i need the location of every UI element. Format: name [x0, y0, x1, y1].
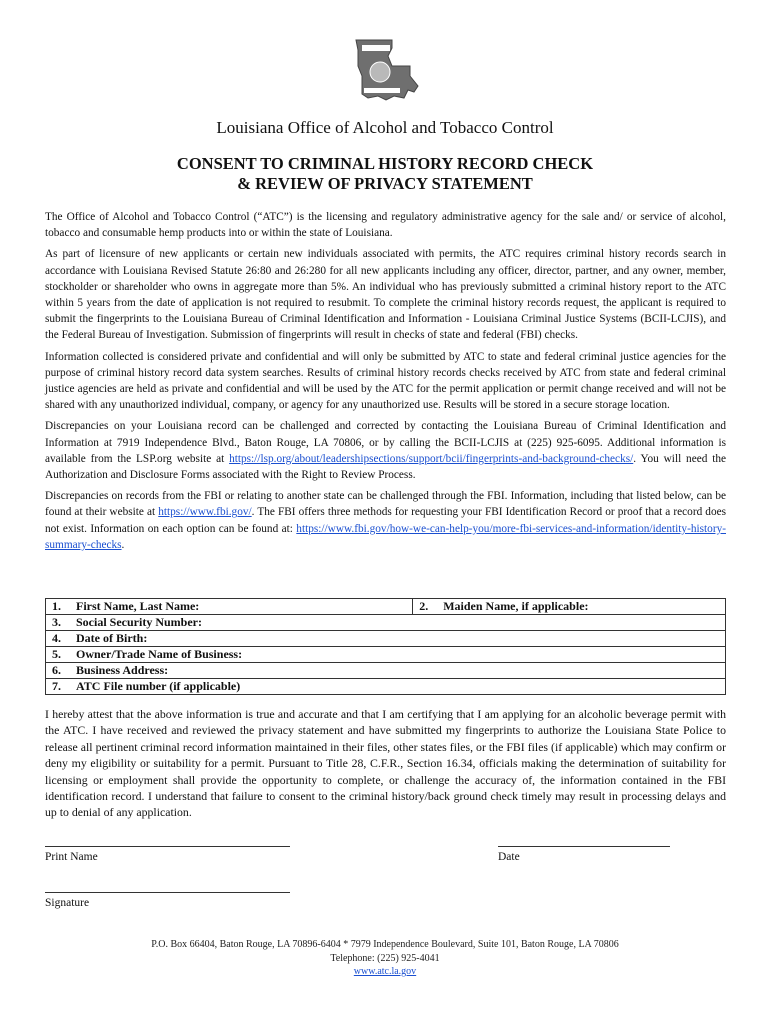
title-line-1: CONSENT TO CRIMINAL HISTORY RECORD CHECK [176, 154, 594, 173]
p5-text-before: Discrepancies on records from the FBI or relating to another state can be challenged through the FBI. Information, including that listed below, can be found at their website at [45, 490, 726, 519]
table-row [46, 663, 726, 679]
footer-phone: Telephone: (225) 925-4041 [330, 952, 440, 964]
applicant-info-table [45, 598, 726, 695]
attestation-statement: I hereby attest that the above information is true and accurate and that I am certifying that I am applying for an alcoholic beverage permit with the ATC. I have received and reviewed the privacy statement and have submitted my fingerprints to authorize the Louisiana State Police to release all pertinent criminal record information maintained in their files, other states files, or the FBI files (if applicable) which may confirm or deny my eligibility or suitability for a permit. Pursuant to Title 28, C.F.R., Section 16.34, officials making the determination of suitability for licensing or employment shall provide the opportunity to complete, or challenge the accuracy of, the information contained in the FBI identification record. I understand that failure to consent to the criminal history/back ground check timely may result in processing delays and up to denial of any application. [45, 707, 726, 820]
field-number: 1. [52, 599, 61, 613]
paragraph-intro: The Office of Alcohol and Tobacco Control (“ATC”) is the licensing and regulatory administrative agency for the sale and/ or service of alcohol, tobacco and consumable hemp products into or within the state of Louisiana. [45, 211, 726, 240]
ssn-field[interactable] [46, 615, 726, 631]
paragraph-louisiana-discrepancies [45, 418, 726, 483]
print-name-line[interactable] [45, 846, 290, 847]
table-row [46, 679, 726, 695]
atc-logo [348, 36, 424, 106]
business-name-field[interactable] [46, 647, 726, 663]
field-number: 5. [52, 647, 61, 661]
fbi-link[interactable]: https://www.fbi.gov/ [158, 506, 252, 519]
signature-line[interactable] [45, 892, 290, 893]
p4-text-after: . You will need the Authorization and Disclosure Forms associated with the Right to Review Process. [45, 452, 727, 482]
louisiana-state-seal-icon [348, 36, 424, 106]
footer [0, 938, 770, 979]
p4-text-before: Discrepancies on your Louisiana record can be challenged and corrected by contacting the Louisiana Bureau of Criminal Identification and Information at 7919 Independence Blvd., Baton Rouge, LA 70806, or by calling the BCII-LCJIS at (225) 925-6095. Additional information is available from the LSP.org website at [45, 420, 726, 465]
table-row [46, 599, 726, 615]
footer-address: P.O. Box 66404, Baton Rouge, LA 70896-6404 * 7979 Independence Boulevard, Suite 101, Baton Rouge, LA 70806 [151, 939, 619, 950]
document-title [0, 154, 770, 194]
organization-name: Louisiana Office of Alcohol and Tobacco Control [216, 118, 554, 137]
field-number: 2. [419, 599, 429, 613]
field-label: Maiden Name, if applicable: [443, 599, 589, 613]
field-label: Owner/Trade Name of Business: [76, 647, 243, 661]
field-label: ATC File number (if applicable) [76, 679, 241, 693]
field-number: 7. [52, 679, 61, 693]
title-line-2: & REVIEW OF PRIVACY STATEMENT [237, 174, 533, 193]
field-label: Date of Birth: [76, 631, 148, 645]
date-label: Date [498, 851, 520, 863]
field-number: 6. [52, 663, 61, 677]
field-label: Business Address: [76, 663, 169, 677]
print-name-label: Print Name [45, 851, 98, 863]
field-label: First Name, Last Name: [76, 599, 200, 613]
paragraph-licensure: As part of licensure of new applicants or certain new individuals associated with permits, the ATC requires criminal history records search in accordance with Louisiana Revised Statute 26:80 and 26:280 for all new applicants including any officer, director, partner, and any owner, member, stockholder or shareholder who owns in aggregate more than 5%. An individual who has previously submitted a criminal history report to the ATC within 5 years from the date of application is not required to resubmit. To complete the criminal history records request, the applicant is required to submit the fingerprints to the Louisiana Bureau of Criminal Identification and Information - Louisiana Criminal Justice Systems (BCII-LCJIS), and the Federal Bureau of Investigation. Submission of fingerprints will result in checks of state and federal (FBI) checks. [45, 248, 726, 342]
field-label: Social Security Number: [76, 615, 202, 629]
p5-text-middle: . The FBI offers three methods for requesting your FBI Identification Record or proof that a record does not exist. Information on each option can be found at: [45, 506, 727, 535]
business-address-field[interactable] [46, 663, 726, 679]
field-number: 4. [52, 631, 61, 645]
lsp-link[interactable]: https://lsp.org/about/leadershipsections/support/bcii/fingerprints-and-background-checks/ [229, 452, 634, 465]
table-row [46, 631, 726, 647]
paragraph-confidentiality: Information collected is considered private and confidential and will only be submitted by ATC to state and federal criminal justice agencies for the purpose of criminal history record data system searches. Results of criminal history records checks received by ATC from state and federal criminal justice agencies are held as private and confidential and will be used by the ATC for the permit application or permit change received and will not be shared with any unauthorized individual, company, or agency for any unauthorized use. Results will be stored in a secure storage location. [45, 350, 726, 412]
p5-text-after: . [121, 538, 125, 551]
paragraph-fbi-discrepancies [45, 488, 726, 553]
field-number: 3. [52, 615, 61, 629]
table-row [46, 615, 726, 631]
atc-file-number-field[interactable] [46, 679, 726, 695]
fbi-identity-history-link[interactable]: https://www.fbi.gov/how-we-can-help-you/more-fbi-services-and-information/identity-history-summary-checks [45, 522, 726, 551]
footer-website-link[interactable]: www.atc.la.gov [353, 966, 417, 977]
maiden-name-field[interactable] [413, 599, 726, 615]
first-last-name-field[interactable] [46, 599, 413, 615]
privacy-statement [45, 209, 726, 558]
date-of-birth-field[interactable] [46, 631, 726, 647]
date-line[interactable] [498, 846, 670, 847]
signature-label: Signature [45, 897, 90, 909]
table-row [46, 647, 726, 663]
